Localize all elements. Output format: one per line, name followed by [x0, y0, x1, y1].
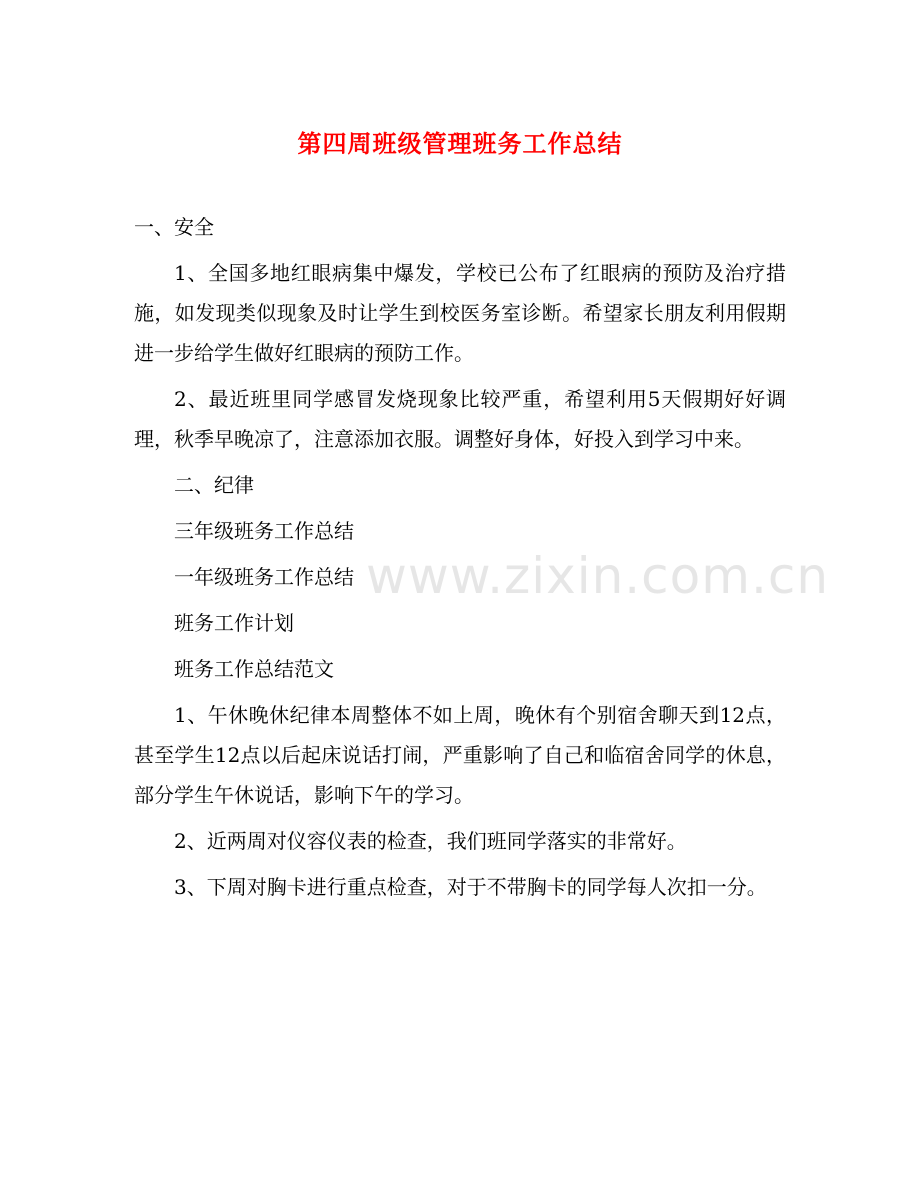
- paragraph-discipline-3: 3、下周对胸卡进行重点检查，对于不带胸卡的同学每人次扣一分。: [174, 875, 767, 899]
- paragraph-safety-2: 2、最近班里同学感冒发烧现象比较严重，希望利用5天假期好好调理，秋季早晚凉了，注意添加衣服。调整好身体，好投入到学习中来。: [134, 387, 786, 451]
- watermark: www.zixin.com.cn: [366, 547, 830, 605]
- related-link-work-plan: 班务工作计划: [174, 611, 294, 635]
- paragraph-discipline-1: 1、午休晚休纪律本周整体不如上周，晚休有个别宿舍聊天到12点，甚至学生12点以后起床说话打闹，严重影响了自己和临宿舍同学的休息，部分学生午休说话，影响下午的学习。: [134, 703, 786, 807]
- section-heading-discipline: 二、纪律: [174, 473, 254, 497]
- page-title: 第四周班级管理班务工作总结: [297, 129, 623, 158]
- related-link-summary-sample: 班务工作总结范文: [174, 657, 334, 681]
- related-link-grade3-summary: 三年级班务工作总结: [174, 519, 354, 543]
- paragraph-safety-1: 1、全国多地红眼病集中爆发，学校已公布了红眼病的预防及治疗措施，如发现类似现象及时让学生到校医务室诊断。希望家长朋友利用假期进一步给学生做好红眼病的预防工作。: [134, 261, 786, 365]
- related-link-grade1-summary: 一年级班务工作总结: [174, 565, 354, 589]
- paragraph-discipline-2: 2、近两周对仪容仪表的检查，我们班同学落实的非常好。: [174, 829, 687, 853]
- document-body: [134, 207, 786, 913]
- section-heading-safety: 一、安全: [134, 215, 214, 239]
